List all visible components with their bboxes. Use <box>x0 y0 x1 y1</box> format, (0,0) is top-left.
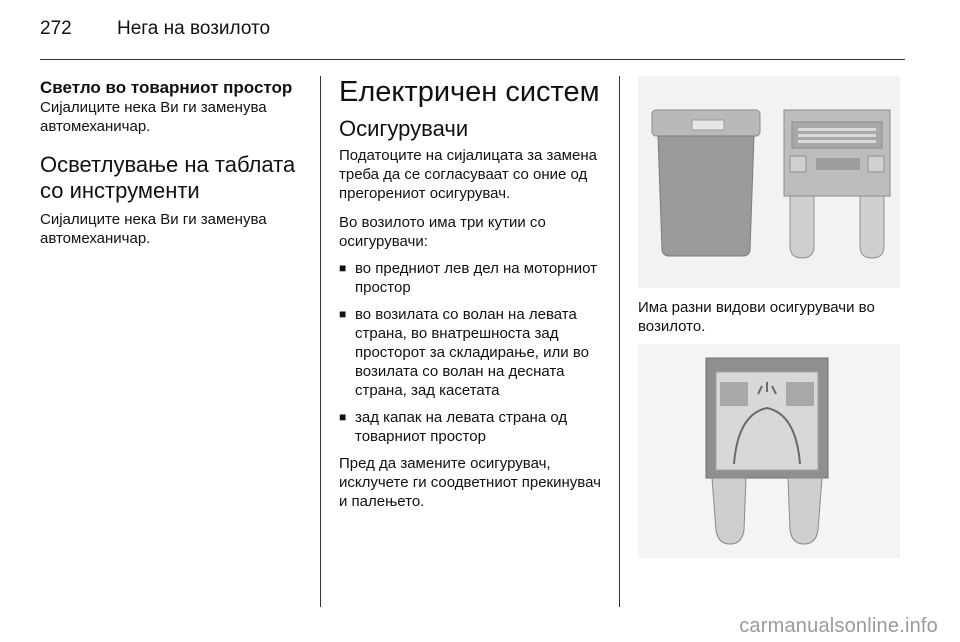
bullet-icon: ■ <box>339 410 347 424</box>
page-number: 272 <box>40 18 72 39</box>
header-rule <box>40 59 905 60</box>
list-item <box>339 305 605 400</box>
left-column <box>40 78 302 248</box>
section-heading-cargo-light: Светло во товарниот простор <box>40 78 293 97</box>
right-column <box>638 76 900 558</box>
watermark: carmanualsonline.info <box>739 615 938 637</box>
fuse-types-svg <box>638 76 900 288</box>
section-heading-instrument-lighting: Осветлување на таблата со инструменти <box>40 152 296 203</box>
figure-caption: Има разни видови осигурувачи во возилото. <box>638 299 875 335</box>
paragraph-before-replacing: Пред да замените осигурувач, исклучете ги соодветниот прекинувач и палењето. <box>339 455 601 510</box>
list-item <box>339 259 605 297</box>
bullet-icon: ■ <box>339 307 347 321</box>
list-item-text: во возилата со волан на левата страна, во внатрешноста зад просторот за складирање, или во возилата со волан на десната страна, зад касетата <box>355 306 589 399</box>
blade-fuse-icon <box>706 358 828 544</box>
column-divider-left <box>320 76 321 607</box>
mini-fuse-icon <box>784 110 890 258</box>
list-item <box>339 408 605 446</box>
section-text-instrument-lighting: Сијалиците нека Ви ги заменува автомеханичар. <box>40 211 267 247</box>
fuse-closeup-svg <box>638 344 900 558</box>
fuse-closeup-illustration <box>638 344 900 558</box>
list-item-text: во предниот лев дел на моторниот простор <box>355 260 598 296</box>
main-heading-electrical: Електричен систем <box>339 76 600 108</box>
section-text-cargo-light: Сијалиците нека Ви ги заменува автомеханичар. <box>40 99 267 135</box>
middle-column <box>339 78 605 511</box>
bullet-icon: ■ <box>339 261 347 275</box>
sub-heading-fuses: Осигурувачи <box>339 116 469 141</box>
fuse-types-illustration <box>638 76 900 288</box>
paragraph-fuse-data: Податоците на сијалицата за замена треба да се согласуваат со оние од прегорениот осигурувач. <box>339 147 597 202</box>
column-divider-right <box>619 76 620 607</box>
header-title: Нега на возилото <box>117 18 271 39</box>
list-item-text: зад капак на левата страна од товарниот простор <box>355 409 568 445</box>
paragraph-fuse-boxes: Во возилото има три кутии со осигурувачи: <box>339 214 546 250</box>
page-header <box>40 14 905 54</box>
maxi-fuse-icon <box>652 110 760 256</box>
